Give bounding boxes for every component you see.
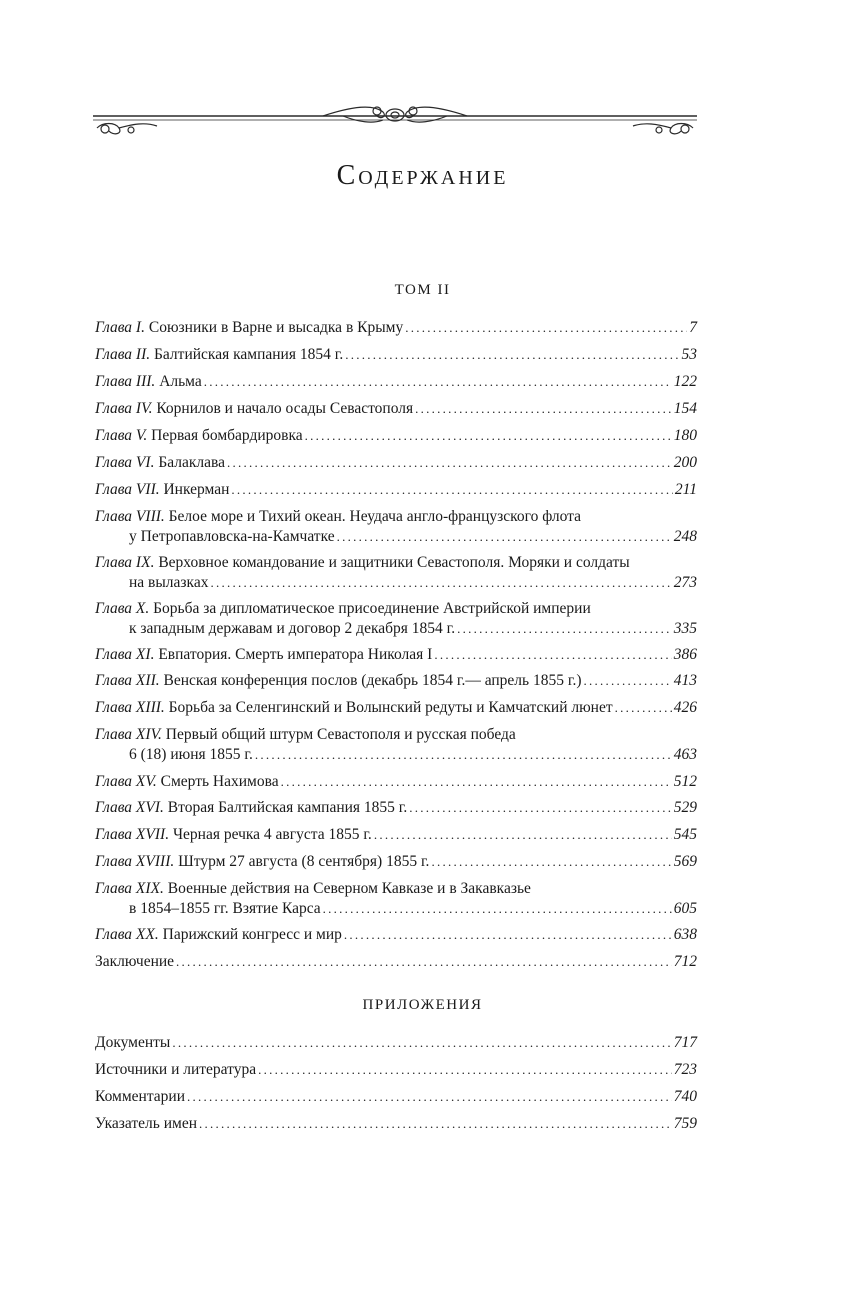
chapter-title: Евпатория. Смерть императора Николая I	[158, 646, 433, 663]
chapter-title-continued: на вылазках	[129, 574, 209, 591]
dot-leader	[615, 698, 672, 718]
page-number: 154	[673, 400, 697, 417]
chapter-title: Смерть Нахимова	[160, 773, 279, 790]
chapter-label: Глава XII.	[95, 672, 160, 689]
chapter-title: Белое море и Тихий океан. Неудача англо-французского флота	[168, 508, 581, 525]
toc-entry	[95, 925, 697, 945]
toc-entry	[95, 1114, 697, 1134]
page-number: 122	[673, 373, 697, 390]
chapter-title: Корнилов и начало осады Севастополя	[156, 400, 414, 417]
toc-entry	[95, 852, 697, 872]
dot-leader	[415, 399, 672, 419]
dot-leader	[434, 645, 671, 665]
appendix-heading: ПРИЛОЖЕНИЯ	[362, 997, 483, 1013]
chapter-title-continued: в 1854–1855 гг. Взятие Карса	[129, 900, 321, 917]
decorative-ornament	[93, 100, 697, 142]
dot-leader	[227, 453, 672, 473]
page-number: 273	[673, 574, 697, 591]
page-number: 569	[673, 853, 697, 870]
toc-entry	[95, 645, 697, 665]
chapter-label: Глава XX.	[95, 926, 159, 943]
chapter-title: Венская конференция послов (декабрь 1854 г.— апрель 1855 г.)	[163, 672, 582, 689]
dot-leader	[258, 1060, 672, 1080]
dot-leader	[431, 852, 671, 872]
toc-entry	[95, 1033, 697, 1053]
chapter-label: Глава XI.	[95, 646, 155, 663]
page-number: 723	[673, 1061, 697, 1078]
chapter-label: Глава XVII.	[95, 826, 170, 843]
page-number: 717	[673, 1034, 697, 1051]
chapter-label: Глава VII.	[95, 481, 160, 498]
page-title: Содержание	[336, 160, 509, 191]
dot-leader	[345, 345, 679, 365]
toc-entry	[95, 952, 697, 972]
dot-leader	[305, 426, 672, 446]
chapter-label: Глава XVI.	[95, 799, 164, 816]
chapter-title: Верховное командование и защитники Севастополя. Моряки и солдаты	[158, 554, 630, 571]
chapter-title: Черная речка 4 августа 1855 г.	[172, 826, 372, 843]
toc-entry	[95, 698, 697, 718]
chapter-label: Глава V.	[95, 427, 148, 444]
chapter-label: Глава VI.	[95, 454, 155, 471]
toc-entry	[95, 1087, 697, 1107]
page-number: 335	[673, 620, 697, 637]
page-number: 386	[673, 646, 697, 663]
chapter-title: Инкерман	[163, 481, 230, 498]
dot-leader	[374, 825, 672, 845]
chapter-title: Первая бомбардировка	[151, 427, 303, 444]
chapter-label: Глава VIII.	[95, 508, 165, 525]
toc-entry	[95, 372, 697, 392]
page-number: 545	[673, 826, 697, 843]
dot-leader	[323, 899, 672, 919]
dot-leader	[457, 619, 672, 639]
toc-entry	[95, 879, 697, 919]
toc-entry	[95, 825, 697, 845]
toc-entry	[95, 345, 697, 365]
chapter-title: Вторая Балтийская кампания 1855 г.	[167, 799, 408, 816]
toc-entry	[95, 399, 697, 419]
chapter-label: Глава IX.	[95, 554, 155, 571]
chapter-label: Глава XV.	[95, 773, 157, 790]
toc-entry	[95, 599, 697, 639]
chapter-title-continued: к западным державам и договор 2 декабря 1854 г.	[129, 620, 456, 637]
page-number: 529	[673, 799, 697, 816]
dot-leader	[231, 480, 673, 500]
chapter-title-continued: у Петропавловска-на-Камчатке	[129, 528, 335, 545]
chapter-title: Балаклава	[158, 454, 225, 471]
page-number: 426	[673, 699, 697, 716]
page-number: 53	[681, 346, 697, 363]
appendix-title: Источники и литература	[95, 1061, 257, 1078]
page-number: 463	[673, 746, 697, 763]
dot-leader	[176, 952, 672, 972]
page-number: 200	[673, 454, 697, 471]
chapter-label: Глава X.	[95, 600, 150, 617]
dot-leader	[281, 772, 672, 792]
dot-leader	[172, 1033, 671, 1053]
dot-leader	[409, 798, 671, 818]
page-number: 712	[673, 953, 697, 970]
page-number: 211	[674, 481, 697, 498]
chapter-label: Глава III.	[95, 373, 156, 390]
toc-entry	[95, 772, 697, 792]
dot-leader	[255, 745, 672, 765]
toc-entry	[95, 318, 697, 338]
chapter-label: Глава XVIII.	[95, 853, 175, 870]
chapter-label: Глава I.	[95, 319, 145, 336]
page-number: 512	[673, 773, 697, 790]
appendix-title: Документы	[95, 1034, 171, 1051]
chapter-label: Глава XIX.	[95, 880, 164, 897]
chapter-title: Парижский конгресс и мир	[162, 926, 342, 943]
dot-leader	[210, 573, 671, 593]
toc-entry	[95, 1060, 697, 1080]
dot-leader	[187, 1087, 672, 1107]
appendix-title: Комментарии	[95, 1088, 185, 1105]
dot-leader	[204, 372, 672, 392]
appendix-title: Указатель имен	[95, 1115, 197, 1132]
chapter-title: Борьба за дипломатическое присоединение Австрийской империи	[153, 600, 591, 617]
chapter-label: Глава XIV.	[95, 726, 162, 743]
toc-entry	[95, 798, 697, 818]
dot-leader	[337, 527, 672, 547]
toc-entry	[95, 453, 697, 473]
dot-leader	[199, 1114, 672, 1134]
chapter-title: Союзники в Варне и высадка в Крыму	[148, 319, 404, 336]
page-number: 180	[673, 427, 697, 444]
page-number: 7	[689, 319, 697, 336]
chapter-title: Военные действия на Северном Кавказе и в Закавказье	[167, 880, 531, 897]
volume-heading: ТОМ II	[394, 282, 451, 298]
page-number: 638	[673, 926, 697, 943]
chapter-title: Заключение	[95, 953, 175, 970]
toc-entry	[95, 553, 697, 593]
dot-leader	[344, 925, 672, 945]
page-number: 413	[673, 672, 697, 689]
page-number: 605	[673, 900, 697, 917]
toc-entry	[95, 671, 697, 691]
toc-entry	[95, 725, 697, 765]
toc-entry	[95, 480, 697, 500]
chapter-title-continued: 6 (18) июня 1855 г.	[129, 746, 253, 763]
chapter-title: Альма	[159, 373, 202, 390]
chapter-title: Борьба за Селенгинский и Волынский редуты и Камчатский люнет	[168, 699, 613, 716]
page-number: 740	[673, 1088, 697, 1105]
chapter-title: Штурм 27 августа (8 сентября) 1855 г.	[178, 853, 430, 870]
dot-leader	[584, 671, 672, 691]
page-number: 248	[673, 528, 697, 545]
chapter-title: Балтийская кампания 1854 г.	[154, 346, 344, 363]
toc-entry	[95, 426, 697, 446]
dot-leader	[405, 318, 687, 338]
page-number: 759	[673, 1115, 697, 1132]
chapter-label: Глава IV.	[95, 400, 153, 417]
chapter-label: Глава XIII.	[95, 699, 165, 716]
chapter-label: Глава II.	[95, 346, 151, 363]
chapter-title: Первый общий штурм Севастополя и русская победа	[165, 726, 516, 743]
toc-entry	[95, 507, 697, 547]
